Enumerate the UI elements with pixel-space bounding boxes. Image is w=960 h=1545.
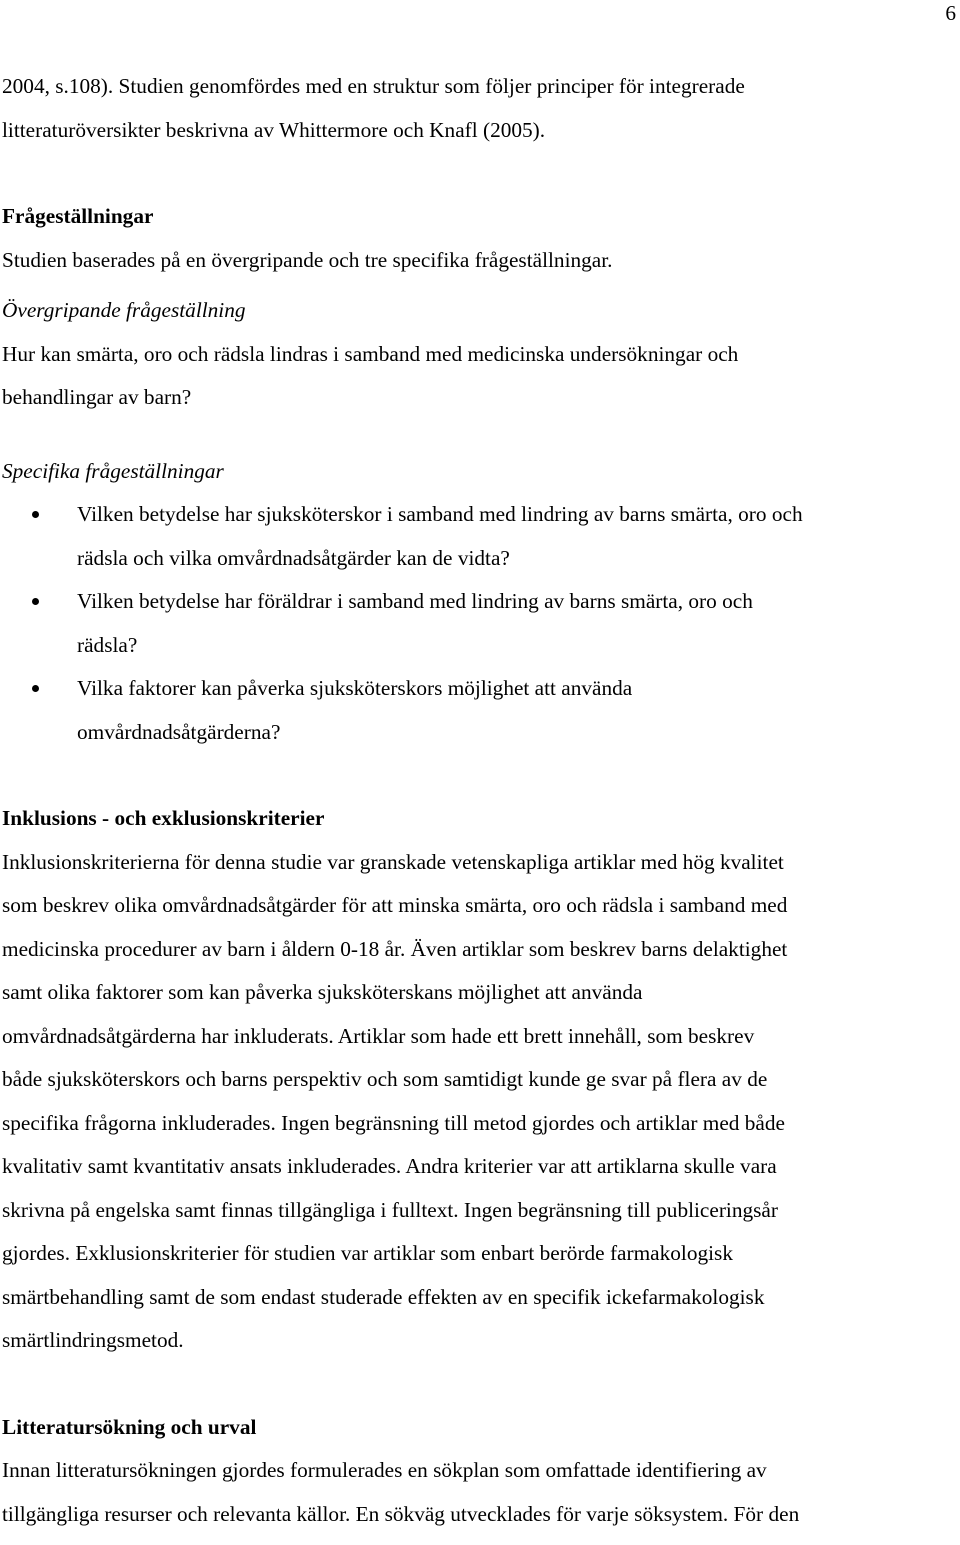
- questions-intro: Studien baserades på en övergripande och tre specifika frågeställningar.: [2, 247, 613, 272]
- text-line: både sjuksköterskors och barns perspektiv och som samtidigt kunde ge svar på flera av de: [2, 1067, 768, 1091]
- text-line: smärtbehandling samt de som endast studerade effekten av en specifik ickefarmakologisk: [2, 1284, 765, 1309]
- overall-question: [2, 333, 954, 420]
- section-heading-questions: Frågeställningar: [2, 204, 154, 228]
- section-heading-criteria: Inklusions - och exklusionskriterier: [2, 806, 325, 830]
- text-line: skrivna på engelska samt finnas tillgängliga i fulltext. Ingen begränsning till publiceringsår: [2, 1197, 778, 1222]
- intro-paragraph: [2, 65, 954, 152]
- specific-questions-list: [2, 493, 954, 754]
- text-line: omvårdnadsåtgärderna?: [77, 719, 281, 744]
- text-line: 2004, s.108). Studien genomfördes med en struktur som följer principer för integrerade: [2, 74, 745, 98]
- section-heading-search: Litteratursökning och urval: [2, 1414, 257, 1439]
- text-line: Inklusionskriterierna för denna studie var granskade vetenskapliga artiklar med hög kvalitet: [2, 849, 784, 874]
- text-line: rädsla och vilka omvårdnadsåtgärder kan de vidta?: [77, 545, 510, 570]
- text-line: samt olika faktorer som kan påverka sjuksköterskans möjlighet att använda: [2, 980, 643, 1004]
- subheading-overall-question: Övergripande frågeställning: [2, 298, 246, 322]
- text-line: rädsla?: [77, 632, 138, 657]
- text-line: Vilken betydelse har föräldrar i samband med lindring av barns smärta, oro och: [77, 589, 753, 613]
- text-line: tillgängliga resurser och relevanta källor. En sökväg utvecklades för varje söksystem. För den: [2, 1501, 800, 1526]
- subheading-specific-questions: Specifika frågeställningar: [2, 458, 224, 483]
- text-line: medicinska procedurer av barn i åldern 0-18 år. Även artiklar som beskrev barns delaktighet: [2, 936, 788, 961]
- text-line: kvalitativ samt kvantitativ ansats inkluderades. Andra kriterier var att artiklarna skulle vara: [2, 1154, 777, 1178]
- text-line: som beskrev olika omvårdnadsåtgärder för att minska smärta, oro och rädsla i samband med: [2, 893, 788, 917]
- text-line: Vilka faktorer kan påverka sjuksköterskors möjlighet att använda: [77, 676, 633, 700]
- text-line: behandlingar av barn?: [2, 385, 192, 409]
- bullet-icon: [32, 685, 39, 692]
- text-line: specifika frågorna inkluderades. Ingen begränsning till metod gjordes och artiklar med både: [2, 1110, 785, 1135]
- bullet-icon: [32, 598, 39, 605]
- page-number: 6: [945, 1, 956, 25]
- search-paragraph: [2, 1449, 954, 1536]
- text-line: Hur kan smärta, oro och rädsla lindras i samband med medicinska undersökningar och: [2, 341, 739, 366]
- text-line: gjordes. Exklusionskriterier för studien var artiklar som enbart berörde farmakologisk: [2, 1241, 733, 1265]
- list-item: [2, 493, 954, 580]
- text-line: Vilken betydelse har sjuksköterskor i samband med lindring av barns smärta, oro och: [77, 502, 803, 526]
- document-body: [2, 65, 954, 1536]
- text-line: smärtlindringsmetod.: [2, 1328, 184, 1352]
- bullet-icon: [32, 511, 39, 518]
- text-line: litteraturöversikter beskrivna av Whittermore och Knafl (2005).: [2, 117, 546, 142]
- text-line: omvårdnadsåtgärderna har inkluderats. Artiklar som hade ett brett innehåll, som beskrev: [2, 1023, 755, 1048]
- text-line: Innan litteratursökningen gjordes formulerades en sökplan som omfattade identifiering av: [2, 1458, 767, 1482]
- list-item: [2, 580, 954, 667]
- list-item: [2, 667, 954, 754]
- criteria-paragraph: [2, 841, 954, 1363]
